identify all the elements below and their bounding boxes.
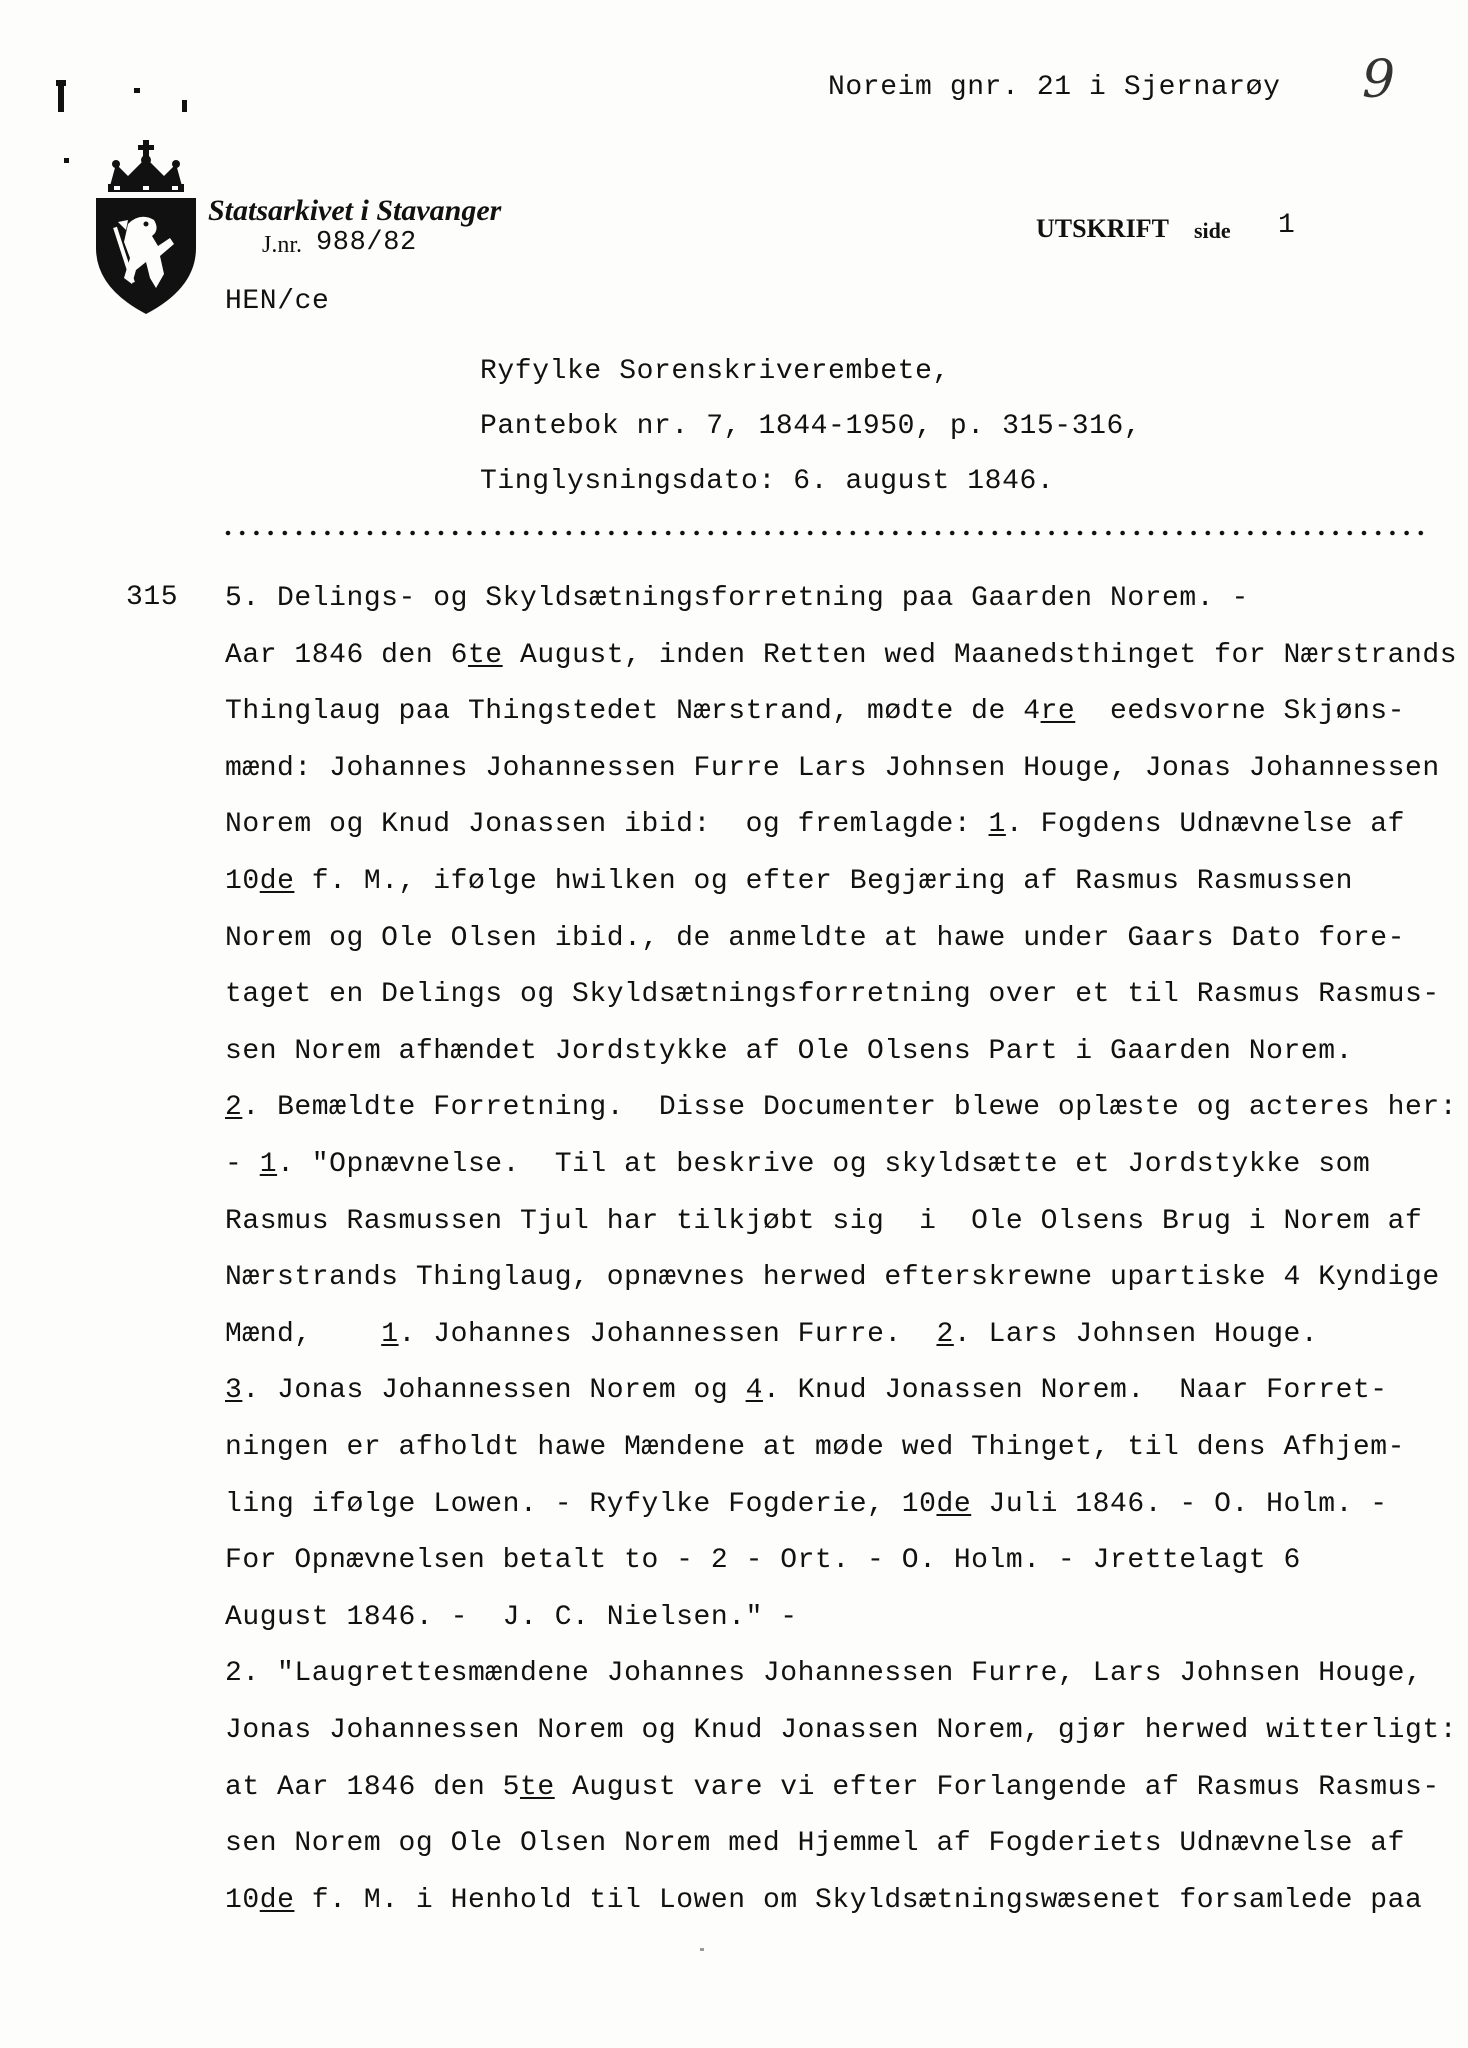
text-segment: . Lars Johnsen Houge.	[953, 1318, 1319, 1350]
text-line	[225, 1431, 1405, 1465]
text-segment: f. M. i Henhold til Lowen om Skyldsætningswæsenet forsamlede paa	[294, 1884, 1423, 1916]
text-segment: . Knud Jonassen Norem. Naar Forret-	[762, 1375, 1388, 1407]
text-segment: eedsvorne Skjøns-	[1075, 696, 1405, 728]
text-line	[225, 922, 1405, 956]
text-line	[225, 1205, 1422, 1239]
text-segment: August, inden Retten wed Maanedsthinget for Nærstrands	[502, 639, 1458, 671]
underlined-segment: 2	[936, 1318, 954, 1350]
text-line	[225, 639, 1457, 673]
text-segment: 5. Delings- og Skyldsætningsforretning paa Gaarden Norem. -	[225, 583, 1249, 614]
text-segment: 2. "Laugrettesmændene Johannes Johannessen Furre, Lars Johnsen Houge,	[225, 1658, 1423, 1690]
text-segment: Norem og Knud Jonassen ibid: og fremlagde:	[225, 809, 989, 841]
text-line	[225, 1884, 1422, 1918]
side-number: 1	[1278, 210, 1296, 241]
text-line	[225, 1035, 1353, 1069]
text-segment: August vare vi efter Forlangende af Rasmus Rasmus-	[554, 1771, 1440, 1803]
text-line	[225, 695, 1405, 729]
text-line	[225, 1261, 1440, 1295]
text-line	[225, 1374, 1388, 1408]
underlined-segment: 2	[225, 1092, 243, 1124]
text-segment: For Opnævnelsen betalt to - 2 - Ort. - O. Holm. - Jrettelagt 6	[225, 1545, 1301, 1577]
initials: HEN/ce	[225, 286, 330, 317]
scan-speck-bottom	[700, 1948, 704, 1951]
text-segment: 10	[225, 866, 260, 897]
underlined-segment: te	[467, 639, 503, 671]
text-segment: taget en Delings og Skyldsætningsforretning over et til Rasmus Rasmus-	[225, 979, 1440, 1011]
text-segment: Jonas Johannessen Norem og Knud Jonassen Norem, gjør herwed witterligt:	[225, 1715, 1458, 1746]
underlined-segment: de	[259, 1884, 295, 1916]
text-segment: at Aar 1846 den 5	[225, 1771, 520, 1803]
dotted-separator	[225, 528, 1425, 538]
underlined-segment: de	[259, 866, 295, 897]
utskrift-label: UTSKRIFT	[1036, 214, 1169, 243]
underlined-segment: de	[936, 1488, 972, 1520]
margin-page-number: 315	[126, 582, 179, 613]
jnr-value: 988/82	[316, 228, 417, 258]
text-segment: f. M., ifølge hwilken og efter Begjæring af Rasmus Rasmussen	[294, 866, 1353, 897]
place-title: Noreim gnr. 21 i Sjernarøy	[828, 72, 1281, 103]
underlined-segment: 1	[988, 809, 1006, 841]
text-line	[225, 1714, 1457, 1748]
text-segment: 10	[225, 1884, 260, 1916]
underlined-segment: 3	[225, 1375, 243, 1407]
underlined-segment: 1	[259, 1149, 278, 1180]
text-segment: Rasmus Rasmussen Tjul har tilkjøbt sig i Ole Olsens Brug i Norem af	[225, 1205, 1423, 1237]
text-line	[225, 1148, 1370, 1182]
text-line	[225, 808, 1405, 842]
text-line	[225, 1771, 1440, 1805]
text-segment: . Johannes Johannessen Furre.	[398, 1318, 937, 1350]
text-segment: Mænd,	[225, 1318, 382, 1350]
text-line	[225, 1657, 1422, 1691]
text-line	[225, 1488, 1388, 1522]
jnr-label: J.nr.	[262, 232, 303, 258]
underlined-segment: te	[520, 1771, 555, 1803]
text-segment: . Jonas Johannessen Norem og	[242, 1375, 746, 1407]
text-segment: ningen er afholdt hawe Mændene at møde wed Thinget, til dens Afhjem-	[225, 1432, 1405, 1463]
text-segment: mænd: Johannes Johannessen Furre Lars Johnsen Houge, Jonas Johannessen	[225, 752, 1440, 784]
underlined-segment: re	[1040, 696, 1076, 728]
side-label: side	[1194, 218, 1231, 243]
text-line	[225, 1091, 1457, 1125]
underlined-segment: 4	[745, 1375, 763, 1407]
source-office: Ryfylke Sorenskriverembete,	[480, 356, 950, 387]
text-segment: August 1846. - J. C. Nielsen." -	[225, 1601, 798, 1633]
text-line	[225, 752, 1440, 786]
source-book: Pantebok nr. 7, 1844-1950, p. 315-316,	[480, 411, 1142, 442]
text-line	[225, 1544, 1301, 1578]
underlined-segment: 1	[381, 1318, 399, 1350]
text-line	[225, 865, 1353, 899]
text-segment: Juli 1846. - O. Holm. -	[971, 1488, 1388, 1520]
text-segment: ling ifølge Lowen. - Ryfylke Fogderie, 10	[225, 1488, 937, 1520]
page-mark: 9	[1362, 50, 1396, 110]
text-segment: sen Norem afhændet Jordstykke af Ole Olsens Part i Gaarden Norem.	[225, 1035, 1353, 1067]
archive-name: Statsarkivet i Stavanger	[208, 194, 502, 227]
source-date: Tinglysningsdato: 6. august 1846.	[480, 466, 1055, 497]
text-segment: . "Opnævnelse. Til at beskrive og skyldsætte et Jordstykke som	[277, 1149, 1371, 1180]
text-segment: Aar 1846 den 6	[225, 639, 468, 671]
text-line	[225, 1827, 1405, 1861]
text-line	[225, 978, 1440, 1012]
text-line	[225, 582, 1249, 616]
text-segment: sen Norem og Ole Olsen Norem med Hjemmel af Fogderiets Udnævnelse af	[225, 1828, 1405, 1860]
text-segment: . Fogdens Udnævnelse af	[1005, 809, 1406, 841]
text-segment: Nærstrands Thinglaug, opnævnes herwed efterskrewne upartiske 4 Kyndige	[225, 1262, 1440, 1294]
text-segment: Norem og Ole Olsen ibid., de anmeldte at hawe under Gaars Dato fore-	[225, 922, 1405, 954]
text-line	[225, 1601, 798, 1635]
text-segment: . Bemældte Forretning. Disse Documenter blewe oplæste og acteres her:	[242, 1092, 1458, 1124]
coat-of-arms-icon	[88, 138, 204, 316]
text-segment: -	[225, 1149, 260, 1180]
text-line	[225, 1318, 1318, 1352]
text-segment: Thinglaug paa Thingstedet Nærstrand, mødte de 4	[225, 696, 1041, 728]
